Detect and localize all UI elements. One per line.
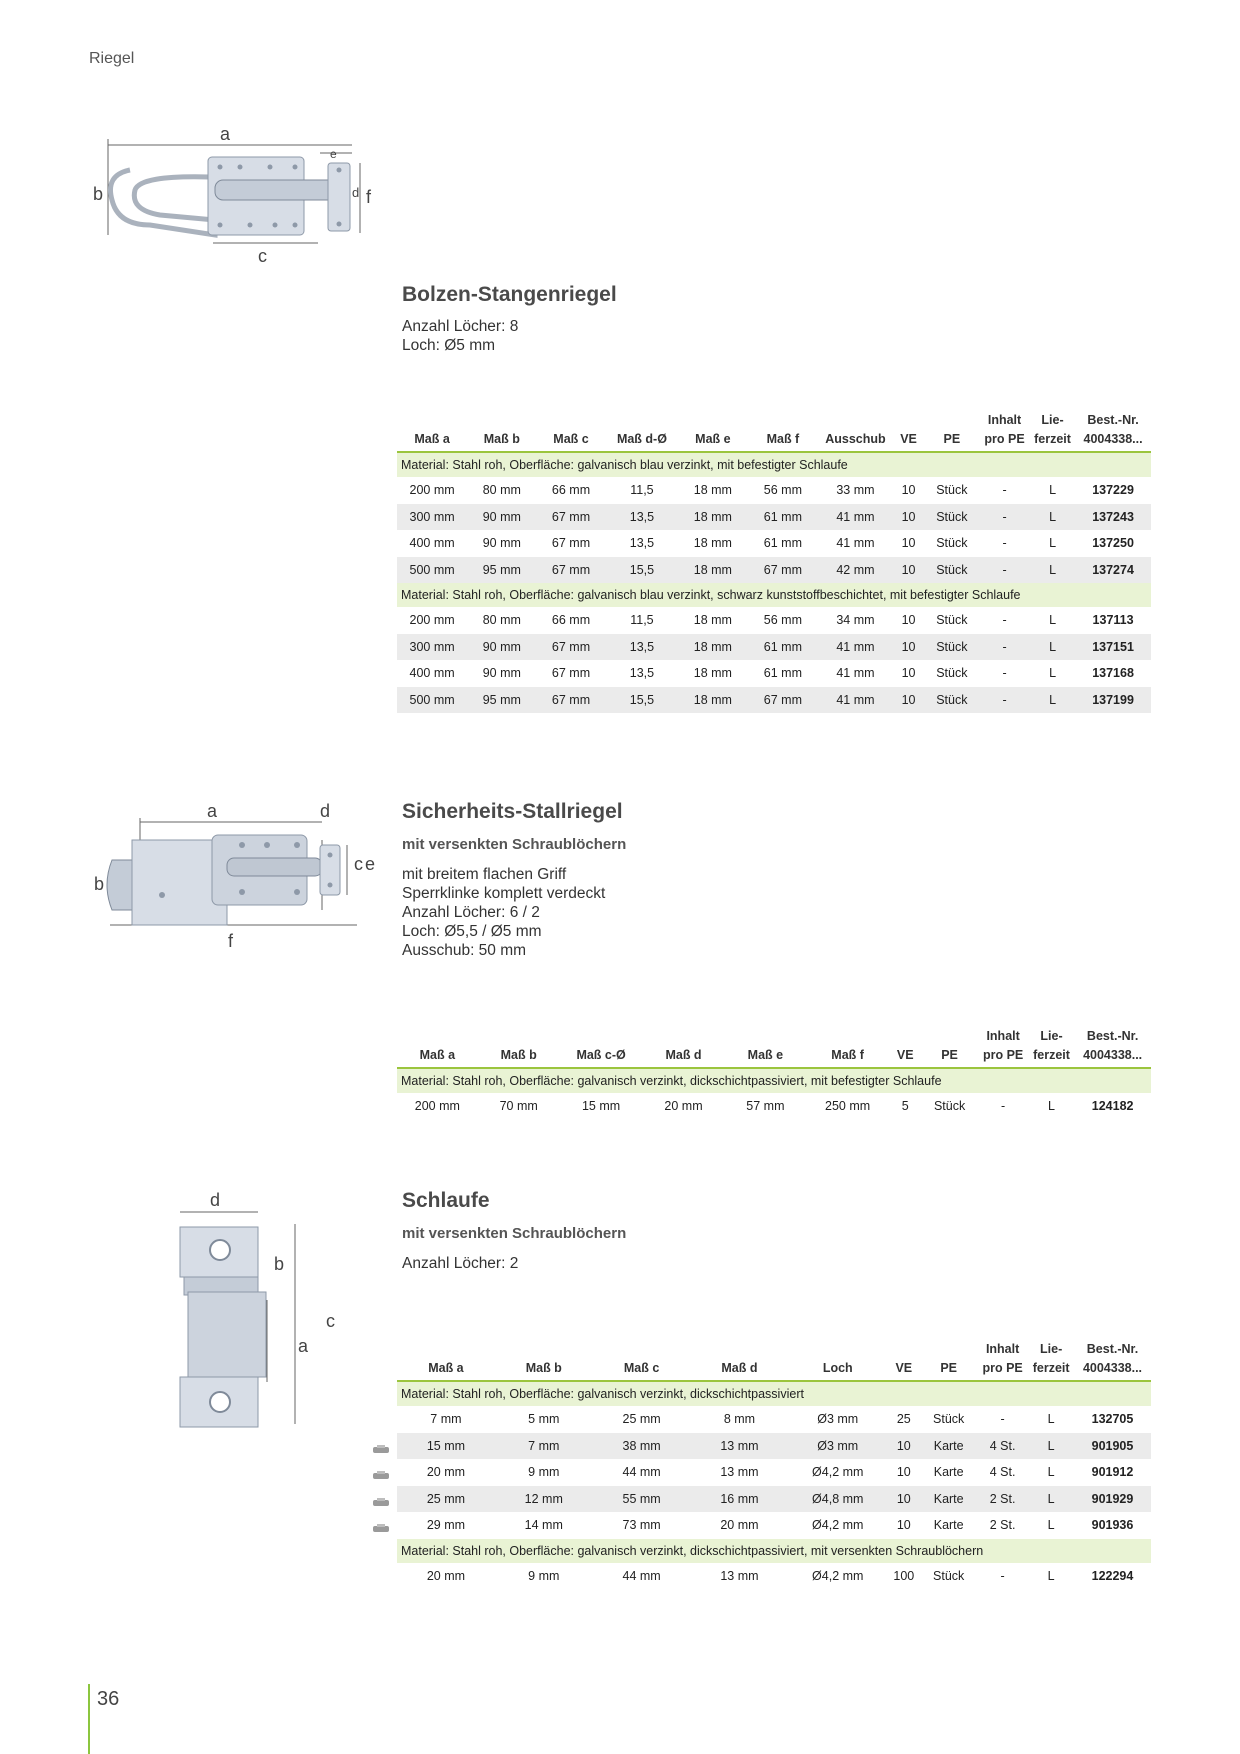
table-row: [397, 1459, 1151, 1486]
card-pack-icon: [372, 1521, 390, 1531]
table-cell: 13,5: [606, 504, 679, 531]
column-header: Lie- ferzeit: [1034, 413, 1071, 446]
column-header: Maß f: [831, 1048, 864, 1062]
table-cell: 44 mm: [622, 1465, 661, 1480]
table-cell: 2 St.: [977, 1486, 1028, 1513]
table-cell: 44 mm: [593, 1563, 691, 1590]
table-cell: 67 mm: [747, 557, 818, 584]
table-cell: 10: [901, 536, 916, 551]
order-number: 137168: [1092, 666, 1134, 681]
dim-label-d: d: [352, 185, 360, 200]
order-number: 901936: [1091, 1518, 1134, 1533]
dim-label-b: b: [94, 874, 105, 894]
product-description: mit breitem flachen Griff Sperrklinke komplett verdeckt Anzahl Löcher: 6 / 2 Loch: Ø5,5 / Ø5 mm Ausschub: 50 mm: [402, 866, 606, 959]
column-header: Maß e: [695, 432, 731, 446]
product-description: Anzahl Löcher: 2: [402, 1255, 519, 1272]
table-cell: -: [977, 1406, 1028, 1433]
table-cell: Ø4,2 mm: [788, 1563, 887, 1590]
table-cell: -: [1002, 666, 1007, 681]
table-cell: 61 mm: [763, 666, 802, 681]
table-cell: Ø4,2 mm: [812, 1465, 864, 1480]
table-cell: 61 mm: [747, 634, 818, 661]
column-header: Maß a: [414, 432, 450, 446]
dim-label-d: d: [210, 1192, 221, 1210]
order-number: 132705: [1074, 1406, 1151, 1433]
table-cell: 33 mm: [818, 477, 892, 504]
table-cell: 18 mm: [678, 634, 747, 661]
table-cell: 13,5: [629, 536, 655, 551]
table-cell: Stück: [925, 557, 980, 584]
safety-latch-diagram: [92, 800, 392, 950]
card-pack-icon: [372, 1495, 390, 1505]
table-cell: 500 mm: [397, 687, 467, 714]
material-note: Material: Stahl roh, Oberfläche: galvanisch verzinkt, dickschichtpassiviert, mit befestigter Schlaufe: [397, 1068, 1151, 1093]
table-cell: 18 mm: [678, 477, 747, 504]
product-title: Schlaufe: [402, 1189, 490, 1212]
table-cell: -: [978, 1093, 1029, 1120]
table-cell: 18 mm: [678, 504, 747, 531]
table-cell: 5 mm: [495, 1406, 593, 1433]
table-cell: L: [1030, 607, 1075, 634]
material-note: Material: Stahl roh, Oberfläche: galvanisch blau verzinkt, schwarz kunststoffbeschichtet, mit befestigter Schlaufe: [397, 583, 1151, 607]
table-cell: 400 mm: [409, 536, 455, 551]
table-cell: 18 mm: [693, 666, 732, 681]
table-cell: 61 mm: [763, 536, 802, 551]
table-cell: Ø4,2 mm: [812, 1518, 864, 1533]
table-cell: 11,5: [606, 477, 679, 504]
dim-label-c: c: [326, 1311, 335, 1331]
table-cell: 200 mm: [397, 477, 467, 504]
table-cell: 500 mm: [397, 557, 467, 584]
order-number: 137243: [1075, 504, 1151, 531]
column-header: VE: [896, 1048, 914, 1062]
table-cell: 95 mm: [467, 687, 536, 714]
table-cell: L: [1047, 1518, 1055, 1533]
table-row: [397, 660, 1151, 687]
table-cell: Ø3 mm: [788, 1406, 887, 1433]
page-accent-line: [88, 1684, 90, 1754]
order-number: 137199: [1075, 687, 1151, 714]
table-cell: 95 mm: [467, 557, 536, 584]
table-cell: Stück: [925, 477, 980, 504]
table-cell: Stück: [925, 607, 980, 634]
dim-label-c: c: [354, 854, 363, 874]
table-cell: 13,5: [606, 634, 679, 661]
table-cell: 18 mm: [678, 687, 747, 714]
product-subtitle: mit versenkten Schraublöchern: [402, 836, 627, 853]
product-title: Sicherheits-Stallriegel: [402, 800, 623, 823]
table-cell: L: [1028, 1406, 1074, 1433]
column-header: Maß b: [500, 1048, 537, 1062]
table-cell: Karte: [920, 1486, 976, 1513]
table-cell: 41 mm: [818, 504, 892, 531]
table-cell: 66 mm: [536, 607, 605, 634]
column-header: Ausschub: [825, 432, 886, 446]
table-cell: 67 mm: [536, 504, 605, 531]
order-number: 137151: [1075, 634, 1151, 661]
table-cell: 250 mm: [806, 1093, 889, 1120]
table-cell: 5: [889, 1093, 922, 1120]
table-cell: 80 mm: [467, 477, 536, 504]
table-cell: L: [1030, 504, 1075, 531]
section-header: Riegel: [89, 50, 135, 67]
table-cell: 10: [893, 557, 925, 584]
dim-label-b: b: [93, 184, 104, 204]
dim-label-a: a: [220, 125, 231, 144]
table-cell: 13 mm: [720, 1465, 759, 1480]
table-cell: 100: [887, 1563, 920, 1590]
column-header: Maß d: [665, 1048, 702, 1062]
dim-label-b: b: [274, 1254, 285, 1274]
order-number: 137274: [1075, 557, 1151, 584]
product-title: Bolzen-Stangenriegel: [402, 283, 617, 306]
table-cell: 20 mm: [397, 1563, 495, 1590]
table-cell: 7 mm: [495, 1433, 593, 1460]
column-header: Best.-Nr. 4004338...: [1083, 413, 1143, 446]
column-header: Maß d-Ø: [616, 432, 667, 446]
dim-label-e: e: [330, 147, 337, 161]
table-cell: L: [1049, 666, 1057, 681]
column-header: Inhalt pro PE: [984, 413, 1025, 446]
bolt-latch-diagram: [90, 125, 390, 265]
column-header: Maß a: [419, 1048, 456, 1062]
material-note: Material: Stahl roh, Oberfläche: galvanisch blau verzinkt, mit befestigter Schlaufe: [397, 452, 1151, 477]
table-cell: 18 mm: [678, 557, 747, 584]
table-cell: 8 mm: [691, 1406, 789, 1433]
table-cell: 4 St.: [977, 1433, 1028, 1460]
dim-label-d: d: [320, 801, 331, 821]
order-number: 137229: [1075, 477, 1151, 504]
table-cell: 10: [893, 504, 925, 531]
table-cell: 10: [896, 1465, 911, 1480]
table-cell: Stück: [925, 687, 980, 714]
table-cell: -: [1002, 536, 1007, 551]
order-number: 901929: [1074, 1486, 1151, 1513]
table-row: [397, 557, 1151, 584]
table-cell: 41 mm: [836, 666, 875, 681]
table-cell: 13 mm: [691, 1433, 789, 1460]
table-row: [397, 1433, 1151, 1460]
table-cell: L: [1029, 1093, 1075, 1120]
table-cell: 25 mm: [397, 1486, 495, 1513]
table-cell: 80 mm: [467, 607, 536, 634]
table-cell: 55 mm: [593, 1486, 691, 1513]
table-row: [397, 1486, 1151, 1513]
table-cell: -: [979, 557, 1030, 584]
table-cell: Ø3 mm: [788, 1433, 887, 1460]
table-cell: L: [1028, 1563, 1074, 1590]
table-row: [397, 1406, 1151, 1433]
table-cell: Stück: [925, 634, 980, 661]
table-cell: 90 mm: [467, 634, 536, 661]
column-header: Maß d: [721, 1361, 758, 1375]
table-cell: 15,5: [606, 557, 679, 584]
table-cell: 41 mm: [818, 687, 892, 714]
table-cell: 18 mm: [693, 536, 732, 551]
table-cell: 200 mm: [397, 1093, 478, 1120]
table-row: [397, 1093, 1151, 1120]
column-header: Best.-Nr. 4004338...: [1083, 1029, 1143, 1062]
table-cell: 15,5: [606, 687, 679, 714]
column-header: Loch: [822, 1361, 853, 1375]
table-cell: 13 mm: [691, 1563, 789, 1590]
table-cell: 67 mm: [536, 557, 605, 584]
table-row: [397, 1563, 1151, 1590]
column-header: VE: [900, 432, 917, 446]
column-header: Inhalt pro PE: [982, 1342, 1023, 1375]
table-row: [397, 1512, 1151, 1539]
table-cell: L: [1028, 1433, 1074, 1460]
table-cell: 10: [896, 1518, 911, 1533]
table-cell: Karte: [933, 1518, 964, 1533]
card-pack-icon: [372, 1442, 390, 1452]
material-note: Material: Stahl roh, Oberfläche: galvanisch verzinkt, dickschichtpassiviert: [397, 1381, 1151, 1406]
column-header: Lie- ferzeit: [1032, 1342, 1070, 1375]
table-cell: 90 mm: [467, 504, 536, 531]
order-number: 122294: [1074, 1563, 1151, 1590]
table-cell: 15 mm: [560, 1093, 643, 1120]
table-row: [397, 530, 1151, 557]
table-cell: 67 mm: [536, 687, 605, 714]
table-cell: 70 mm: [478, 1093, 560, 1120]
table-cell: L: [1030, 687, 1075, 714]
table-cell: 20 mm: [720, 1518, 759, 1533]
table-cell: 12 mm: [495, 1486, 593, 1513]
column-header: Maß c: [553, 432, 589, 446]
column-header: Inhalt pro PE: [982, 1029, 1024, 1062]
table-cell: 7 mm: [397, 1406, 495, 1433]
spec-table-bolzen: [397, 408, 1151, 713]
table-row: [397, 634, 1151, 661]
table-cell: Stück: [925, 504, 980, 531]
order-number: 901905: [1074, 1433, 1151, 1460]
table-cell: 18 mm: [678, 607, 747, 634]
table-cell: 57 mm: [724, 1093, 806, 1120]
table-cell: 38 mm: [593, 1433, 691, 1460]
table-cell: 34 mm: [818, 607, 892, 634]
column-header: PE: [940, 1361, 958, 1375]
order-number: 137250: [1092, 536, 1134, 551]
table-cell: 11,5: [606, 607, 679, 634]
table-row: [397, 687, 1151, 714]
column-header: Maß b: [525, 1361, 562, 1375]
spec-table-stallriegel: [397, 1024, 1151, 1120]
table-cell: L: [1030, 557, 1075, 584]
column-header: Maß a: [428, 1361, 464, 1375]
table-cell: 67 mm: [536, 634, 605, 661]
table-cell: 67 mm: [551, 666, 591, 681]
product-subtitle: mit versenkten Schraublöchern: [402, 1225, 627, 1242]
dim-label-e: e: [365, 854, 376, 874]
table-cell: Karte: [933, 1465, 964, 1480]
table-cell: -: [979, 687, 1030, 714]
column-header: Maß c: [623, 1361, 660, 1375]
column-header: PE: [941, 1048, 958, 1062]
table-cell: L: [1030, 634, 1075, 661]
table-cell: 90 mm: [482, 666, 521, 681]
table-cell: 2 St.: [989, 1518, 1016, 1533]
table-cell: 61 mm: [747, 504, 818, 531]
table-cell: 9 mm: [528, 1465, 560, 1480]
table-cell: Stück: [936, 666, 968, 681]
table-cell: 9 mm: [495, 1563, 593, 1590]
table-cell: L: [1028, 1486, 1074, 1513]
table-cell: 13,5: [629, 666, 655, 681]
table-cell: -: [979, 607, 1030, 634]
table-cell: 41 mm: [836, 536, 875, 551]
table-cell: 10: [893, 607, 925, 634]
column-header: Maß e: [747, 1048, 784, 1062]
column-header: VE: [895, 1361, 913, 1375]
table-row: [397, 607, 1151, 634]
table-cell: 29 mm: [426, 1518, 466, 1533]
table-cell: -: [979, 477, 1030, 504]
column-header: Maß b: [483, 432, 520, 446]
column-header: Maß c-Ø: [576, 1048, 626, 1062]
table-cell: Karte: [920, 1433, 976, 1460]
table-cell: 20 mm: [643, 1093, 725, 1120]
table-cell: -: [979, 504, 1030, 531]
dim-label-f: f: [228, 931, 234, 950]
spec-table-schlaufe: [397, 1337, 1151, 1589]
column-header: Lie- ferzeit: [1033, 1029, 1070, 1062]
table-cell: 10: [893, 477, 925, 504]
table-cell: 15 mm: [397, 1433, 495, 1460]
table-cell: 4 St.: [989, 1465, 1016, 1480]
table-cell: L: [1030, 477, 1075, 504]
table-cell: 66 mm: [536, 477, 605, 504]
dim-label-f: f: [366, 187, 372, 207]
dim-label-a: a: [207, 801, 218, 821]
table-row: [397, 477, 1151, 504]
table-cell: Stück: [922, 1093, 978, 1120]
table-cell: 300 mm: [397, 504, 467, 531]
order-number: 137113: [1075, 607, 1151, 634]
table-cell: 200 mm: [397, 607, 467, 634]
table-cell: Stück: [936, 536, 968, 551]
table-cell: 14 mm: [524, 1518, 563, 1533]
table-cell: L: [1049, 536, 1057, 551]
column-header: Best.-Nr. 4004338...: [1082, 1342, 1143, 1375]
table-cell: 56 mm: [747, 607, 818, 634]
table-cell: Ø4,8 mm: [788, 1486, 887, 1513]
table-cell: 10: [887, 1486, 920, 1513]
table-cell: 300 mm: [397, 634, 467, 661]
table-cell: 10: [887, 1433, 920, 1460]
column-header: Maß f: [766, 432, 800, 446]
table-cell: 25 mm: [593, 1406, 691, 1433]
table-cell: 42 mm: [818, 557, 892, 584]
table-cell: L: [1047, 1465, 1055, 1480]
order-number: 901912: [1091, 1465, 1134, 1480]
table-row: [397, 504, 1151, 531]
table-cell: Stück: [920, 1406, 976, 1433]
table-cell: -: [979, 634, 1030, 661]
table-cell: 400 mm: [409, 666, 455, 681]
loop-diagram: [170, 1192, 350, 1442]
material-note: Material: Stahl roh, Oberfläche: galvanisch verzinkt, dickschichtpassiviert, mit versenkten Schraublöchern: [397, 1539, 1151, 1563]
table-cell: 67 mm: [747, 687, 818, 714]
dim-label-c: c: [258, 246, 267, 265]
card-pack-icon: [372, 1468, 390, 1478]
table-cell: -: [977, 1563, 1028, 1590]
column-header: PE: [943, 432, 961, 446]
table-cell: 56 mm: [747, 477, 818, 504]
table-cell: 25: [887, 1406, 920, 1433]
table-cell: 90 mm: [482, 536, 521, 551]
table-cell: 67 mm: [551, 536, 591, 551]
table-cell: Stück: [920, 1563, 976, 1590]
order-number: 124182: [1074, 1093, 1151, 1120]
table-cell: 10: [893, 634, 925, 661]
table-cell: 73 mm: [622, 1518, 661, 1533]
table-cell: 16 mm: [691, 1486, 789, 1513]
dim-label-a: a: [298, 1336, 309, 1356]
product-description: Anzahl Löcher: 8 Loch: Ø5 mm: [402, 318, 519, 354]
table-cell: 10: [901, 666, 916, 681]
table-cell: 41 mm: [818, 634, 892, 661]
table-cell: 20 mm: [426, 1465, 466, 1480]
table-cell: 10: [893, 687, 925, 714]
page-number: 36: [97, 1688, 120, 1710]
